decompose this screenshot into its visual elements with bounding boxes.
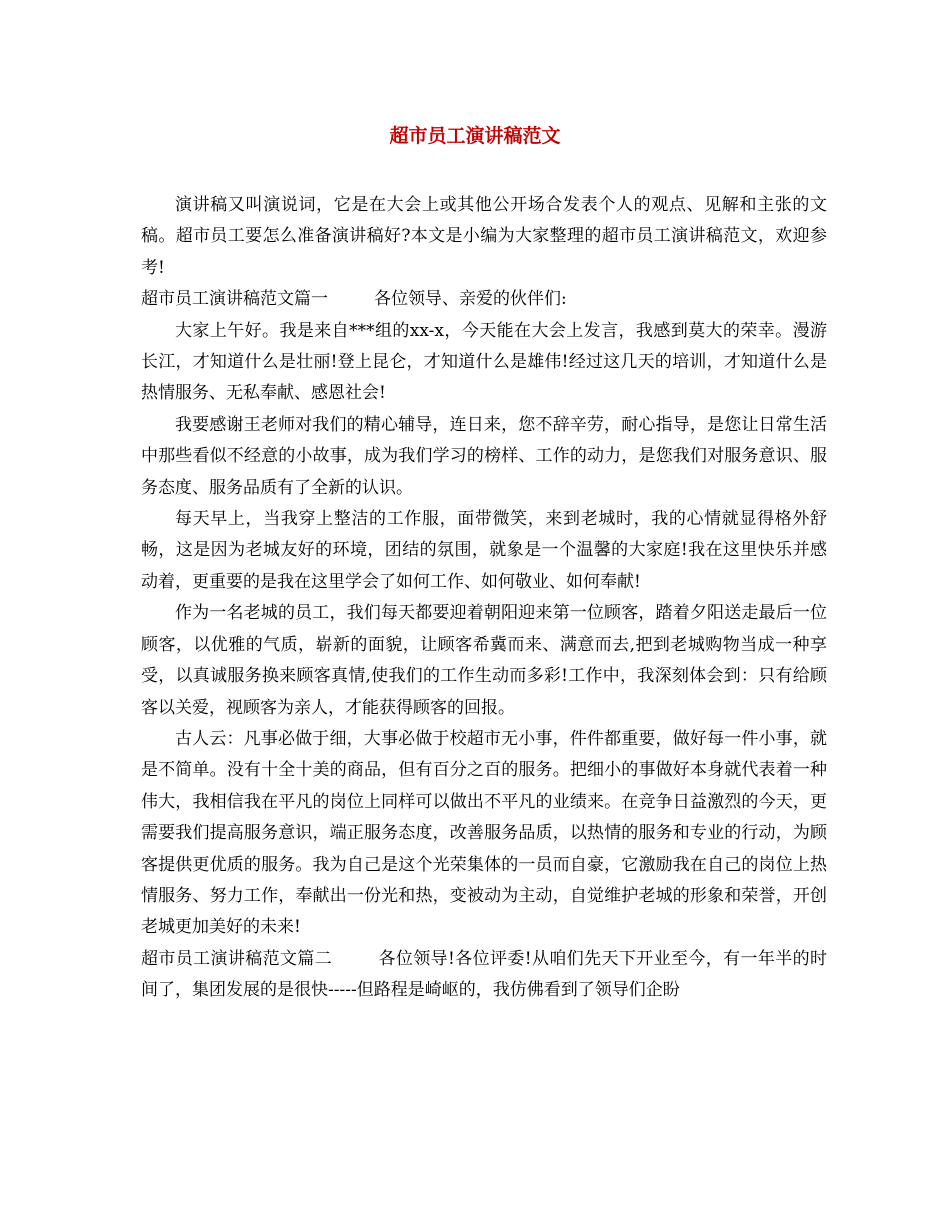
paragraph-2: 我要感谢王老师对我们的精心辅导，连日来，您不辞辛劳，耐心指导，是您让日常生活中那些看似不经意的小故事，成为我们学习的榜样、工作的动力，是您我们对服务意识、服务态度、服务品质有了全新的认识。 — [141, 414, 827, 498]
section1-heading: 超市员工演讲稿范文篇一 — [141, 289, 328, 310]
section2-line — [141, 944, 827, 1007]
document-body — [141, 190, 827, 1007]
section1-greeting: 各位领导、亲爱的伙伴们: — [374, 289, 567, 310]
paragraph-1: 大家上午好。我是来自***组的xx-x，今天能在大会上发言，我感到莫大的荣幸。漫游长江，才知道什么是壮丽!登上昆仑，才知道什么是雄伟!经过这几天的培训，才知道什么是热情服务、无私奉献、感恩社会! — [141, 320, 827, 404]
paragraph-4: 作为一名老城的员工，我们每天都要迎着朝阳迎来第一位顾客，踏着夕阳送走最后一位顾客，以优雅的气质，崭新的面貌，让顾客希冀而来、满意而去,把到老城购物当成一种享受，以真诚服务换来顾客真情,使我们的工作生动而多彩!工作中，我深刻体会到：只有给顾客以关爱，视顾客为亲人，才能获得顾客的回报。 — [141, 603, 827, 718]
section1-heading-line — [141, 284, 827, 315]
document-title: 超市员工演讲稿范文 — [389, 125, 561, 147]
paragraph-3: 每天早上，当我穿上整洁的工作服，面带微笑，来到老城时，我的心情就显得格外舒畅，这是因为老城友好的环境，团结的氛围，就象是一个温馨的大家庭!我在这里快乐并感动着，更重要的是我在这里学会了如何工作、如何敬业、如何奉献! — [141, 509, 827, 592]
section2-heading: 超市员工演讲稿范文篇二 — [141, 948, 333, 969]
paragraph-5: 古人云：凡事必做于细，大事必做于校超市无小事，件件都重要，做好每一件小事，就是不简单。没有十全十美的商品，但有百分之百的服务。把细小的事做好本身就代表着一种伟大，我相信我在平凡的岗位上同样可以做出不平凡的业绩来。在竞争日益激烈的今天，更需要我们提高服务意识，端正服务态度，改善服务品质，以热情的服务和专业的行动，为顾客提供更优质的服务。我为自己是这个光荣集体的一员而自豪，它激励我在自己的岗位上热情服务、努力工作，奉献出一份光和热，变被动为主动，自觉维护老城的形象和荣誉，开创老城更加美好的未来! — [141, 728, 827, 938]
intro-paragraph: 演讲稿又叫演说词，它是在大会上或其他公开场合发表个人的观点、见解和主张的文稿。超市员工要怎么准备演讲稿好?本文是小编为大家整理的超市员工演讲稿范文，欢迎参考! — [141, 195, 827, 278]
section2-text: 各位领导!各位评委!从咱们先天下开业至今，有一年半的时间了，集团发展的是很快-----但路程是崎岖的，我仿佛看到了领导们企盼 — [141, 948, 827, 1001]
